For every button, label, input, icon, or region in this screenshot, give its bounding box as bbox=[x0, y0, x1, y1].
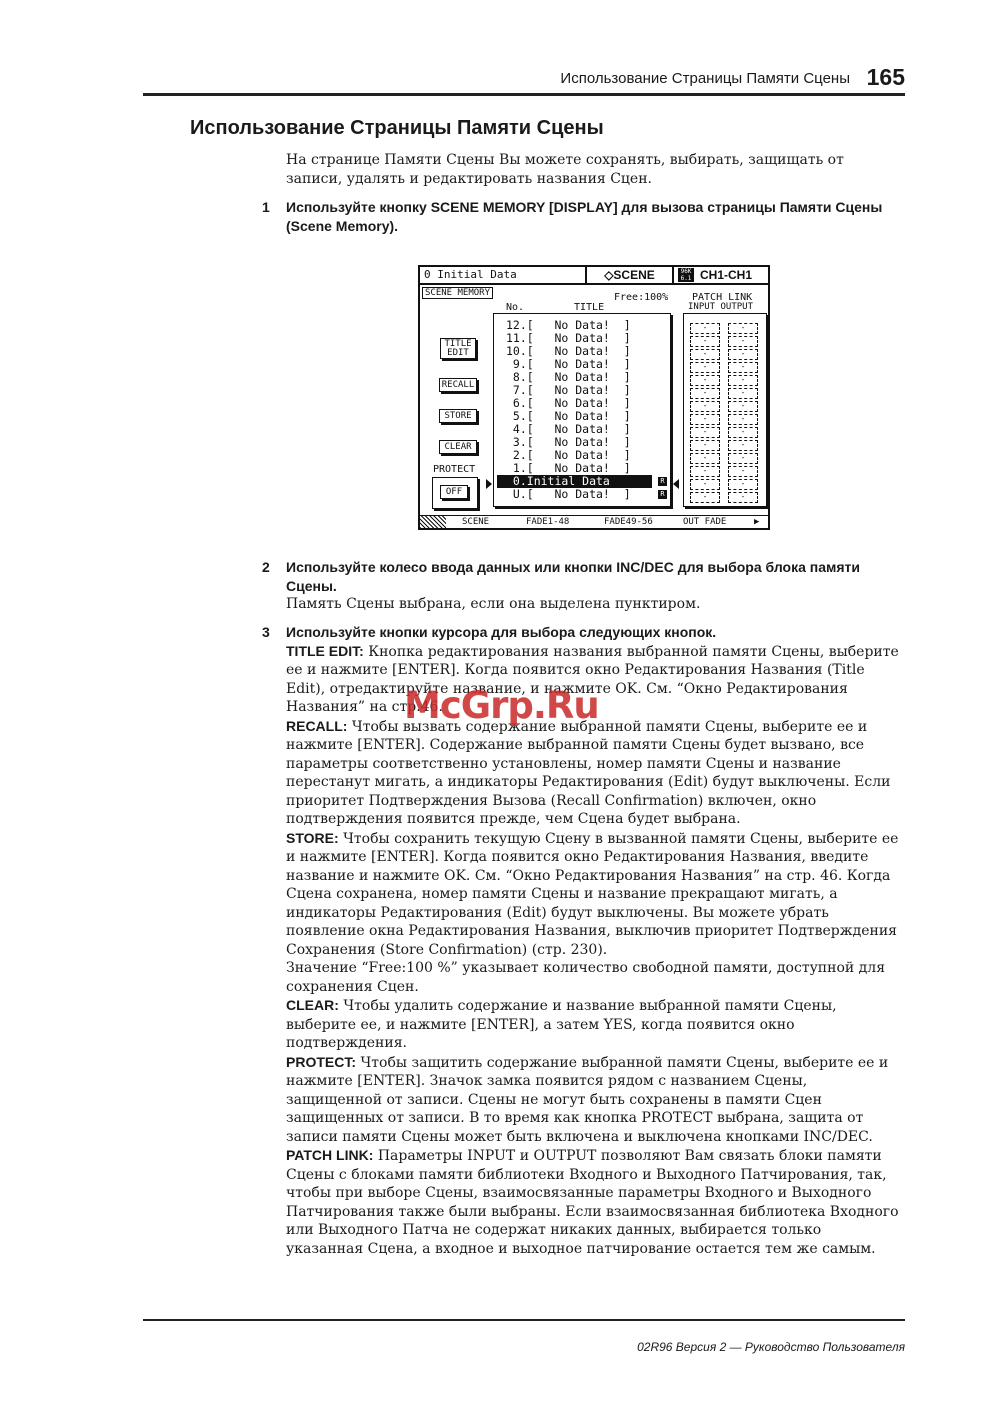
tab-hatch bbox=[420, 516, 446, 528]
list-item[interactable]: 10.[ No Data! ] bbox=[506, 344, 631, 358]
patch-output-box[interactable]: - bbox=[728, 401, 758, 412]
lcd-top-bar bbox=[420, 267, 768, 285]
definition-store-note: Значение “Free:100 %” указывает количество свободной памяти, доступной для сохранения Сцен. bbox=[286, 960, 886, 995]
step-number: 1 bbox=[262, 199, 270, 215]
patch-output-box[interactable]: - bbox=[728, 466, 758, 477]
definition-title-edit: TITLE EDIT: Кнопка редактирования названия выбранной памяти Сцены, выберите ее и нажмите [ENTER]. Когда появится окно Редактирования Названия (Title Edit), отредактируйте название, и нажмите OK. См. “Окно Редактирования Названия” на стр.46. bbox=[286, 642, 899, 715]
patch-output-box[interactable]: - bbox=[728, 440, 758, 451]
patch-input-box[interactable]: - bbox=[690, 401, 720, 412]
list-item[interactable]: 5.[ No Data! ] bbox=[506, 409, 631, 423]
patch-output-box[interactable]: - bbox=[728, 427, 758, 438]
tab-fade1-48[interactable]: FADE1-48 bbox=[526, 517, 570, 527]
tab-out-fade[interactable]: OUT FADE bbox=[683, 517, 727, 527]
patch-input-box[interactable]: - bbox=[690, 440, 720, 451]
footer-rule bbox=[143, 1319, 905, 1321]
protect-label: PROTECT bbox=[433, 464, 476, 475]
running-header-title: Использование Страницы Памяти Сцены bbox=[560, 70, 850, 87]
protect-frame bbox=[432, 477, 478, 509]
step-number: 2 bbox=[262, 559, 270, 575]
intro-paragraph: На странице Памяти Сцены Вы можете сохранять, выбирать, защищать от записи, удалять и редактировать названия Сцен. bbox=[286, 152, 844, 187]
selection-arrow-right-icon bbox=[673, 479, 679, 489]
step-title: Используйте кнопки курсора для выбора следующих кнопок. bbox=[286, 624, 717, 640]
step-1 bbox=[262, 198, 902, 235]
column-title: TITLE bbox=[574, 302, 605, 313]
patch-output-box[interactable]: - bbox=[728, 362, 758, 373]
patch-output-box[interactable]: - bbox=[728, 375, 758, 386]
protect-button[interactable]: OFF bbox=[440, 485, 468, 499]
list-item[interactable]: 8.[ No Data! ] bbox=[506, 370, 631, 384]
lock-icon: R bbox=[658, 490, 667, 499]
definition-clear: CLEAR: Чтобы удалить содержание и название выбранной памяти Сцены, выберите ее, и нажмите [ENTER], а затем YES, когда появится окно подтверждения. bbox=[286, 997, 837, 1051]
patch-output-box[interactable]: - bbox=[728, 479, 758, 490]
step-number: 3 bbox=[262, 624, 270, 640]
patch-output-box[interactable]: - bbox=[728, 323, 758, 334]
display-mode: ◇SCENE bbox=[585, 267, 674, 283]
list-item[interactable]: 2.[ No Data! ] bbox=[506, 448, 631, 462]
patch-input-box[interactable]: - bbox=[690, 323, 720, 334]
header-rule bbox=[143, 93, 905, 96]
list-item[interactable]: 1.[ No Data! ] bbox=[506, 461, 631, 475]
store-button[interactable]: STORE bbox=[439, 409, 477, 423]
patch-input-box[interactable]: - bbox=[690, 375, 720, 386]
tab-next-icon[interactable]: ▶ bbox=[754, 517, 760, 527]
list-item[interactable]: 7.[ No Data! ] bbox=[506, 383, 631, 397]
selection-arrow-left-icon bbox=[486, 479, 492, 489]
patch-input-box[interactable]: - bbox=[690, 427, 720, 438]
definition-recall: RECALL: Чтобы вызвать содержание выбранной памяти Сцены, выберите ее и нажмите [ENTER]. Содержание выбранной памяти Сцены будет вызвано, все параметры соответственно установлены, номер памяти Сцены и название перестанут мигать, а индикаторы Редактирования (Edit) будут выключены. Если приоритет Подтверждения Вызова (Recall Confirmation) включен, окно подтверждения появится прежде, чем Сцена будет выбрана. bbox=[286, 717, 891, 827]
step-2 bbox=[262, 558, 902, 614]
definition-store: STORE: Чтобы сохранить текущую Сцену в вызванной памяти Сцены, выберите ее и нажмите [ENTER]. Когда появится окно Редактирования Названия, введите название и нажмите OK. См. “Окно Редактирования Названия” на стр. 46. Когда Сцена сохранена, номер памяти Сцены и название прекращают мигать, а индикаторы Редактирования (Edit) будут выключены. Вы можете убрать появление окна Редактирования Названия, выключив приоритет Подтверждения Сохранения (Store Confirmation) (стр. 230). bbox=[286, 829, 899, 958]
sample-rate-badge: 96K 6.1 bbox=[678, 268, 694, 282]
recall-button[interactable]: RECALL bbox=[439, 378, 477, 392]
patch-input-box[interactable]: - bbox=[690, 362, 720, 373]
clear-button[interactable]: CLEAR bbox=[439, 440, 477, 454]
step-title: Используйте колесо ввода данных или кнопки INC/DEC для выбора блока памяти Сцены. bbox=[286, 559, 860, 594]
page-tag: SCENE MEMORY bbox=[422, 287, 493, 299]
scene-list[interactable] bbox=[493, 313, 671, 507]
title-edit-button[interactable]: TITLE EDIT bbox=[440, 338, 476, 359]
step-body: Память Сцены выбрана, если она выделена пунктиром. bbox=[286, 596, 701, 612]
free-memory: Free:100% bbox=[614, 292, 669, 303]
list-item[interactable]: 3.[ No Data! ] bbox=[506, 435, 631, 449]
page-number: 165 bbox=[866, 64, 905, 90]
patch-link-label: PATCH LINK bbox=[692, 292, 753, 303]
tab-fade49-56[interactable]: FADE49-56 bbox=[604, 517, 653, 527]
patch-input-box[interactable]: - bbox=[690, 336, 720, 347]
tab-scene[interactable]: SCENE bbox=[462, 517, 490, 527]
current-scene-name: 0 Initial Data bbox=[424, 268, 517, 281]
watermark: McGrp.Ru bbox=[404, 684, 599, 727]
scene-memory-lcd-screen bbox=[418, 265, 770, 530]
patch-output-box[interactable]: - bbox=[728, 492, 758, 503]
list-item[interactable]: 4.[ No Data! ] bbox=[506, 422, 631, 436]
patch-output-box[interactable]: - bbox=[728, 349, 758, 360]
definition-protect: PROTECT: Чтобы защитить содержание выбранной памяти Сцены, выберите ее и нажмите [ENTER]. Значок замка появится рядом с названием Сцены, защищенной от записи. Сцены не могут быть сохранены в памяти Сцен защищенных от записи. В то время как кнопка PROTECT выбрана, защита от записи памяти Сцены может быть включена и выключена кнопками INC/DEC. bbox=[286, 1053, 889, 1145]
list-item[interactable]: 11.[ No Data! ] bbox=[506, 331, 631, 345]
patch-input-box[interactable]: - bbox=[690, 414, 720, 425]
footer-text: 02R96 Версия 2 — Руководство Пользователя bbox=[637, 1340, 905, 1354]
patch-link-list bbox=[683, 313, 767, 507]
patch-io-labels: INPUT OUTPUT bbox=[688, 302, 754, 312]
patch-input-box[interactable]: - bbox=[690, 466, 720, 477]
patch-input-box[interactable]: - bbox=[690, 388, 720, 399]
list-item[interactable]: 6.[ No Data! ] bbox=[506, 396, 631, 410]
list-item[interactable]: U.[ No Data! ] bbox=[506, 487, 631, 501]
definitions bbox=[286, 642, 902, 1259]
definition-patch-link: PATCH LINK: Параметры INPUT и OUTPUT позволяют Вам связать блоки памяти Сцены с блоками памяти библиотеки Входного и Выходного Патчирования, так, чтобы при выборе Сцены, взаимосвязанные параметры Входного и Выходного Патчирования также были выбраны. Если взаимосвязанная библиотека Входного или Выходного Патча не содержат никаких данных, выбирается только указанная Сцена, а входное и выходное патчирование остается тем же самым. bbox=[286, 1147, 899, 1257]
patch-input-box[interactable]: - bbox=[690, 479, 720, 490]
list-item[interactable]: 12.[ No Data! ] bbox=[506, 318, 631, 332]
patch-output-box[interactable]: - bbox=[728, 388, 758, 399]
column-no: No. bbox=[506, 302, 525, 313]
tab-bar bbox=[420, 515, 768, 529]
list-item[interactable]: 9.[ No Data! ] bbox=[506, 357, 631, 371]
patch-output-box[interactable]: - bbox=[728, 414, 758, 425]
list-item-selected[interactable]: 0.Initial Data bbox=[497, 475, 652, 488]
channel-indicator: CH1-CH1 bbox=[700, 268, 753, 282]
patch-output-box[interactable]: - bbox=[728, 336, 758, 347]
patch-input-box[interactable]: - bbox=[690, 492, 720, 503]
patch-input-box[interactable]: - bbox=[690, 349, 720, 360]
patch-output-box[interactable]: - bbox=[728, 453, 758, 464]
patch-input-box[interactable]: - bbox=[690, 453, 720, 464]
lock-icon: R bbox=[658, 477, 667, 486]
section-title: Использование Страницы Памяти Сцены bbox=[190, 117, 604, 139]
step-title: Используйте кнопку SCENE MEMORY [DISPLAY] для вызова страницы Памяти Сцены (Scene Memory). bbox=[286, 199, 883, 234]
